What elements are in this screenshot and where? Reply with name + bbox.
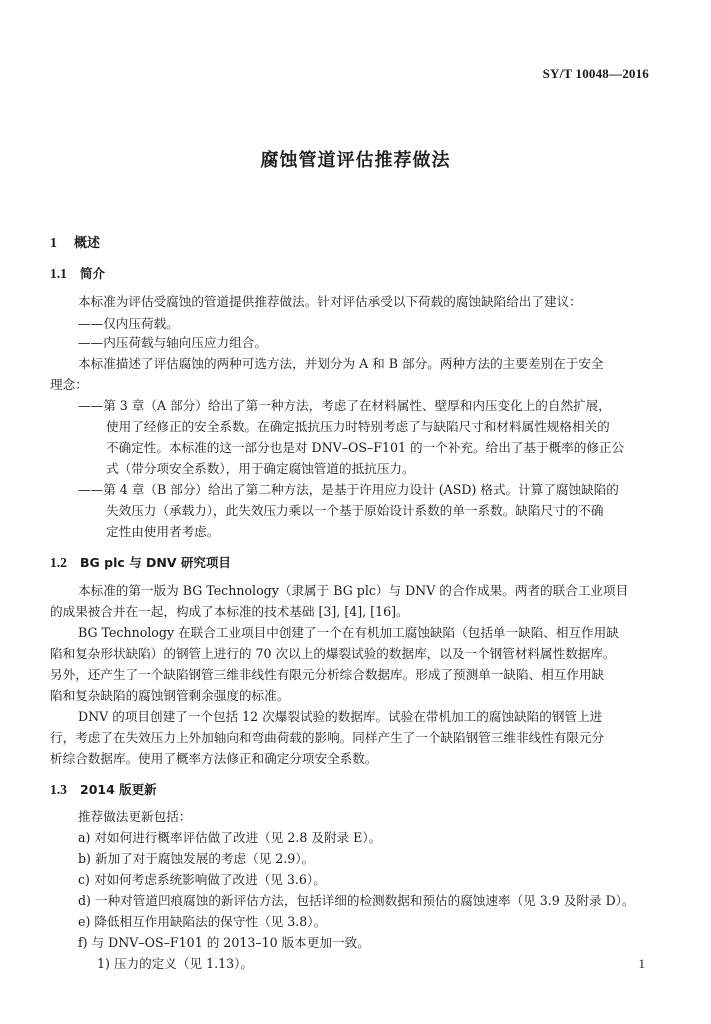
list-item: d) 一种对管道凹痕腐蚀的新评估方法，包括详细的检测数据和预估的腐蚀速率（见 3.9 及附录 D）。: [78, 893, 635, 908]
section-number: 1.3: [50, 782, 67, 797]
list-item: e) 降低相互作用缺陷法的保守性（见 3.8）。: [78, 914, 327, 929]
paragraph-line: 陷和复杂缺陷的腐蚀钢管剩余强度的标准。: [50, 688, 290, 703]
paragraph-line: 不确定性。本标准的这一部分也是对 DNV–OS–F101 的一个补充。给出了基于概率的修正公: [106, 440, 625, 455]
section-title: 简介: [80, 266, 106, 281]
section-title: 2014 版更新: [80, 782, 157, 797]
section-number: 1.1: [50, 266, 67, 281]
list-item: ——第 4 章（B 部分）给出了第二种方法，是基于许用应力设计 (ASD) 格式。计算了腐蚀缺陷的: [78, 482, 619, 497]
list-item: c) 对如何考虑系统影响做了改进（见 3.6）。: [78, 872, 326, 887]
section-title: BG plc 与 DNV 研究项目: [80, 555, 231, 570]
paragraph-line: 使用了经修正的安全系数。在确定抵抗压力时特别考虑了与缺陷尺寸和材料属性规格相关的: [106, 419, 610, 434]
document-title: 腐蚀管道评估推荐做法: [260, 150, 451, 171]
section-heading-1-2: [50, 553, 231, 571]
paragraph-line: 式（带分项安全系数），用于确定腐蚀管道的抵抗压力。: [106, 461, 415, 476]
paragraph-line: 定性由使用者考虑。: [106, 524, 220, 539]
paragraph-line: 本标准描述了评估腐蚀的两种可选方法，并划分为 A 和 B 部分。两种方法的主要差别在于安全: [78, 356, 604, 371]
section-heading-1-1: [50, 264, 105, 282]
paragraph-line: BG Technology 在联合工业项目中创建了一个在有机加工腐蚀缺陷（包括单一缺陷、相互作用缺: [78, 625, 619, 640]
list-item: ——仅内压荷载。: [78, 316, 179, 331]
page-number: 1: [638, 956, 645, 971]
paragraph-line: 另外，还产生了一个缺陷钢管三维非线性有限元分析综合数据库。形成了预测单一缺陷、相互作用缺: [50, 667, 605, 682]
paragraph-line: 析综合数据库。使用了概率方法修正和确定分项安全系数。: [50, 751, 378, 766]
paragraph-line: 行，考虑了在失效压力上外加轴向和弯曲荷载的影响。同样产生了一个缺陷钢管三维非线性有限元分: [50, 730, 605, 745]
standard-code: SY/T 10048—2016: [542, 66, 649, 81]
paragraph-line: 本标准为评估受腐蚀的管道提供推荐做法。针对评估承受以下荷载的腐蚀缺陷给出了建议：: [78, 294, 582, 309]
paragraph-line: 的成果被合并在一起，构成了本标准的技术基础 [3], [4], [16]。: [50, 604, 409, 619]
list-item: f) 与 DNV–OS–F101 的 2013–10 版本更加一致。: [78, 935, 370, 950]
list-item: ——第 3 章（A 部分）给出了第一种方法，考虑了在材料属性、壁厚和内压变化上的自然扩展，: [78, 398, 611, 413]
paragraph-line: 本标准的第一版为 BG Technology（隶属于 BG plc）与 DNV 的合作成果。两者的联合工业项目: [78, 583, 629, 598]
paragraph-line: 理念：: [50, 377, 88, 392]
section-number: 1: [50, 236, 57, 251]
paragraph-line: 推荐做法更新包括：: [78, 809, 192, 824]
section-title: 概述: [74, 236, 101, 251]
section-number: 1.2: [50, 555, 67, 570]
section-heading-1-3: [50, 780, 157, 798]
paragraph-line: DNV 的项目创建了一个包括 12 次爆裂试验的数据库。试验在带机加工的腐蚀缺陷的钢管上进: [78, 709, 603, 724]
list-item: a) 对如何进行概率评估做了改进（见 2.8 及附录 E）。: [78, 830, 382, 845]
section-heading-1: [50, 232, 100, 252]
list-item: ——内压荷载与轴向压应力组合。: [78, 335, 267, 350]
paragraph-line: 失效压力（承载力），此失效压力乘以一个基于原始设计系数的单一系数。缺陷尺寸的不确: [106, 503, 604, 518]
list-subitem: 1) 压力的定义（见 1.13）。: [97, 956, 254, 971]
paragraph-line: 陷和复杂形状缺陷）的钢管上进行的 70 次以上的爆裂试验的数据库，以及一个钢管材料属性数据库。: [50, 646, 616, 661]
list-item: b) 新加了对于腐蚀发展的考虑（见 2.9）。: [78, 851, 315, 866]
